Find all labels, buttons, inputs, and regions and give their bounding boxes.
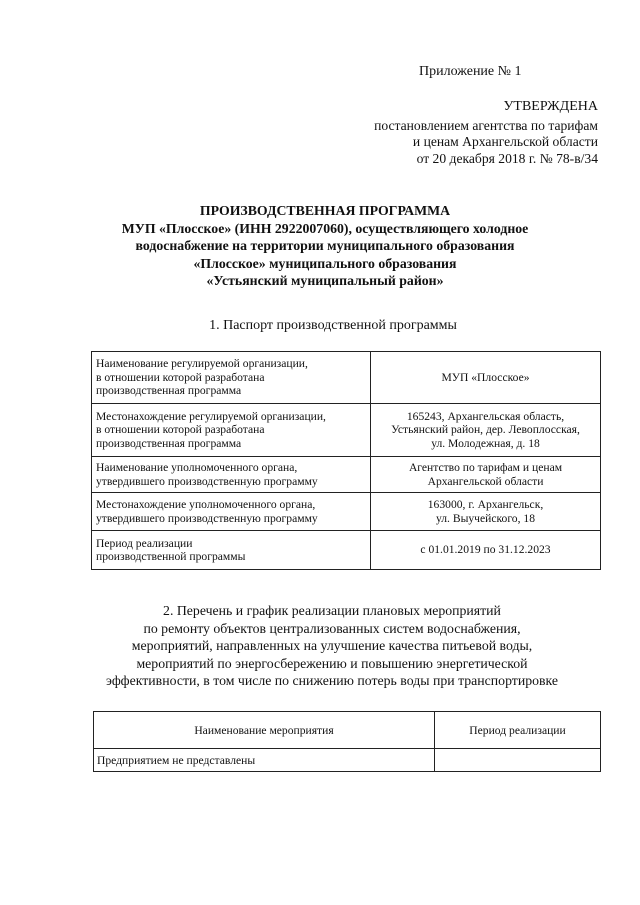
heading-line: эффективности, в том числе по снижению потерь воды при транспортировке: [105, 673, 559, 688]
cell-line: Агентство по тарифам и ценам: [408, 461, 563, 475]
cell-line: с 01.01.2019 по 31.12.2023: [420, 543, 551, 557]
cell-line: производственная программа: [96, 384, 242, 398]
measures-table: [93, 711, 601, 772]
approval-line: от 20 декабря 2018 г. № 78-в/34: [416, 150, 598, 166]
column-header-measure: Наименование мероприятия: [94, 712, 435, 749]
cell-line: Местонахождение регулируемой организации,: [96, 409, 326, 423]
cell-line: ул. Выучейского, 18: [435, 511, 535, 525]
cell-line: производственной программы: [96, 550, 246, 563]
title-line: «Устьянский муниципальный район»: [206, 273, 444, 288]
title-line: водоснабжение на территории муниципального образования: [135, 238, 515, 253]
column-header-period: Период реализации: [435, 712, 601, 749]
cell-line: производственная программа: [96, 436, 242, 450]
cell-line: утвердившего производственную программу: [96, 511, 318, 525]
cell-line: Устьянский район, дер. Левоплосская,: [391, 423, 580, 437]
passport-table: [91, 351, 601, 570]
heading-line: 2. Перечень и график реализации плановых мероприятий: [163, 603, 501, 618]
approval-block: [330, 99, 598, 167]
passport-key-cell: [92, 457, 371, 493]
cell-line: ул. Молодежная, д. 18: [431, 436, 540, 450]
title-line: ПРОИЗВОДСТВЕННАЯ ПРОГРАММА: [199, 203, 451, 218]
cell-line: в отношении которой разработана: [96, 370, 265, 384]
heading-line: мероприятий, направленных на улучшение качества питьевой воды,: [131, 638, 533, 653]
approval-line: и ценам Архангельской области: [412, 134, 598, 149]
cell-line: в отношении которой разработана: [96, 423, 265, 437]
cell-line: МУП «Плосское»: [441, 370, 530, 384]
passport-key-cell: [92, 531, 371, 570]
passport-value-cell: [371, 457, 601, 493]
table-header-row: [94, 712, 601, 749]
approved-heading: УТВЕРЖДЕНА: [503, 99, 598, 114]
passport-key-cell: [92, 493, 371, 531]
passport-key-cell: [92, 352, 371, 404]
table-row: [92, 457, 601, 493]
section2-heading: [52, 602, 612, 690]
cell-line: Архангельской области: [427, 474, 544, 488]
document-title: [60, 202, 590, 290]
cell-line: утвердившего производственную программу: [96, 474, 318, 488]
approval-line: постановлением агентства по тарифам: [374, 117, 598, 133]
heading-line: по ремонту объектов централизованных систем водоснабжения,: [143, 620, 521, 636]
cell-line: Период реализации: [96, 536, 193, 550]
heading-line: мероприятий по энергосбережению и повышению энергетической: [136, 655, 528, 671]
table-row: [92, 493, 601, 531]
section1-heading: 1. Паспорт производственной программы: [209, 318, 457, 333]
passport-key-cell: [92, 404, 371, 457]
title-line: «Плосское» муниципального образования: [193, 255, 457, 271]
passport-value-cell: [371, 531, 601, 570]
cell-line: Местонахождение уполномоченного органа,: [96, 498, 316, 512]
passport-value-cell: [371, 404, 601, 457]
table-row: [92, 404, 601, 457]
period-cell: [435, 749, 601, 772]
table-row: [94, 749, 601, 772]
title-line: МУП «Плосское» (ИНН 2922007060), осуществляющего холодное: [121, 220, 529, 236]
cell-line: Наименование уполномоченного органа,: [96, 461, 298, 475]
table-row: [92, 352, 601, 404]
cell-line: 163000, г. Архангельск,: [427, 498, 544, 512]
passport-value-cell: [371, 352, 601, 404]
appendix-number: Приложение № 1: [419, 64, 522, 79]
table-row: [92, 531, 601, 570]
cell-line: Наименование регулируемой организации,: [96, 357, 308, 371]
passport-value-cell: [371, 493, 601, 531]
measure-cell: Предприятием не представлены: [94, 749, 435, 772]
cell-line: 165243, Архангельская область,: [406, 409, 565, 423]
